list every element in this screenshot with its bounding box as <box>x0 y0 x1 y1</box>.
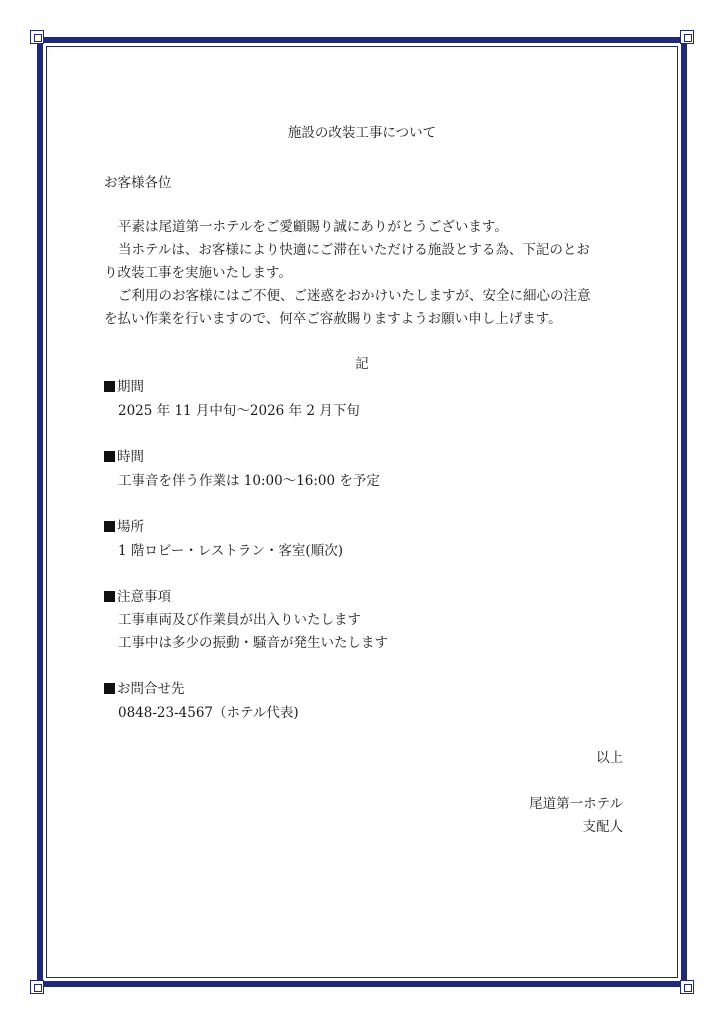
section-line: 0848-23-4567（ホテル代表) <box>118 705 299 721</box>
section-heading: 期間 <box>104 378 144 396</box>
section-line: 1 階ロビー・レストラン・客室(順次) <box>118 543 343 559</box>
corner-ornament-top-right <box>680 30 694 44</box>
section-heading: 場所 <box>104 518 144 536</box>
corner-ornament-bottom-left <box>30 980 44 994</box>
bullet-square-icon <box>104 521 115 532</box>
document-title: 施設の改装工事について <box>287 125 437 141</box>
body-line: り改装工事を実施いたします。 <box>104 265 292 281</box>
bullet-square-icon <box>104 451 115 462</box>
signature-hotel: 尾道第一ホテル <box>529 796 623 812</box>
signature-role: 支配人 <box>582 819 623 835</box>
corner-ornament-top-left <box>30 30 44 44</box>
corner-ornament-bottom-right <box>680 980 694 994</box>
section-line: 工事車両及び作業員が出入りいたします <box>118 612 361 628</box>
bullet-square-icon <box>104 683 115 694</box>
salutation: お客様各位 <box>104 175 172 191</box>
bullet-square-icon <box>104 381 115 392</box>
ki-heading: 記 <box>355 356 369 372</box>
section-line: 工事中は多少の振動・騒音が発生いたします <box>118 635 388 651</box>
section-heading: 注意事項 <box>104 588 171 606</box>
bullet-square-icon <box>104 591 115 602</box>
section-line: 2025 年 11 月中旬～2026 年 2 月下旬 <box>118 403 360 419</box>
section-heading: 時間 <box>104 448 144 466</box>
body-line: を払い作業を行いますので、何卒ご容赦賜りますようお願い申し上げます。 <box>104 311 562 327</box>
body-line: ご利用のお客様にはご不便、ご迷惑をおかけいたしますが、安全に細心の注意 <box>118 288 591 304</box>
body-line: 平素は尾道第一ホテルをご愛顧賜り誠にありがとうございます。 <box>118 219 508 235</box>
closing-text: 以上 <box>596 750 623 766</box>
body-line: 当ホテルは、お客様により快適にご滞在いただける施設とする為、下記のとお <box>118 242 590 258</box>
section-line: 工事音を伴う作業は 10:00～16:00 を予定 <box>118 473 380 489</box>
section-heading: お問合せ先 <box>104 680 185 698</box>
